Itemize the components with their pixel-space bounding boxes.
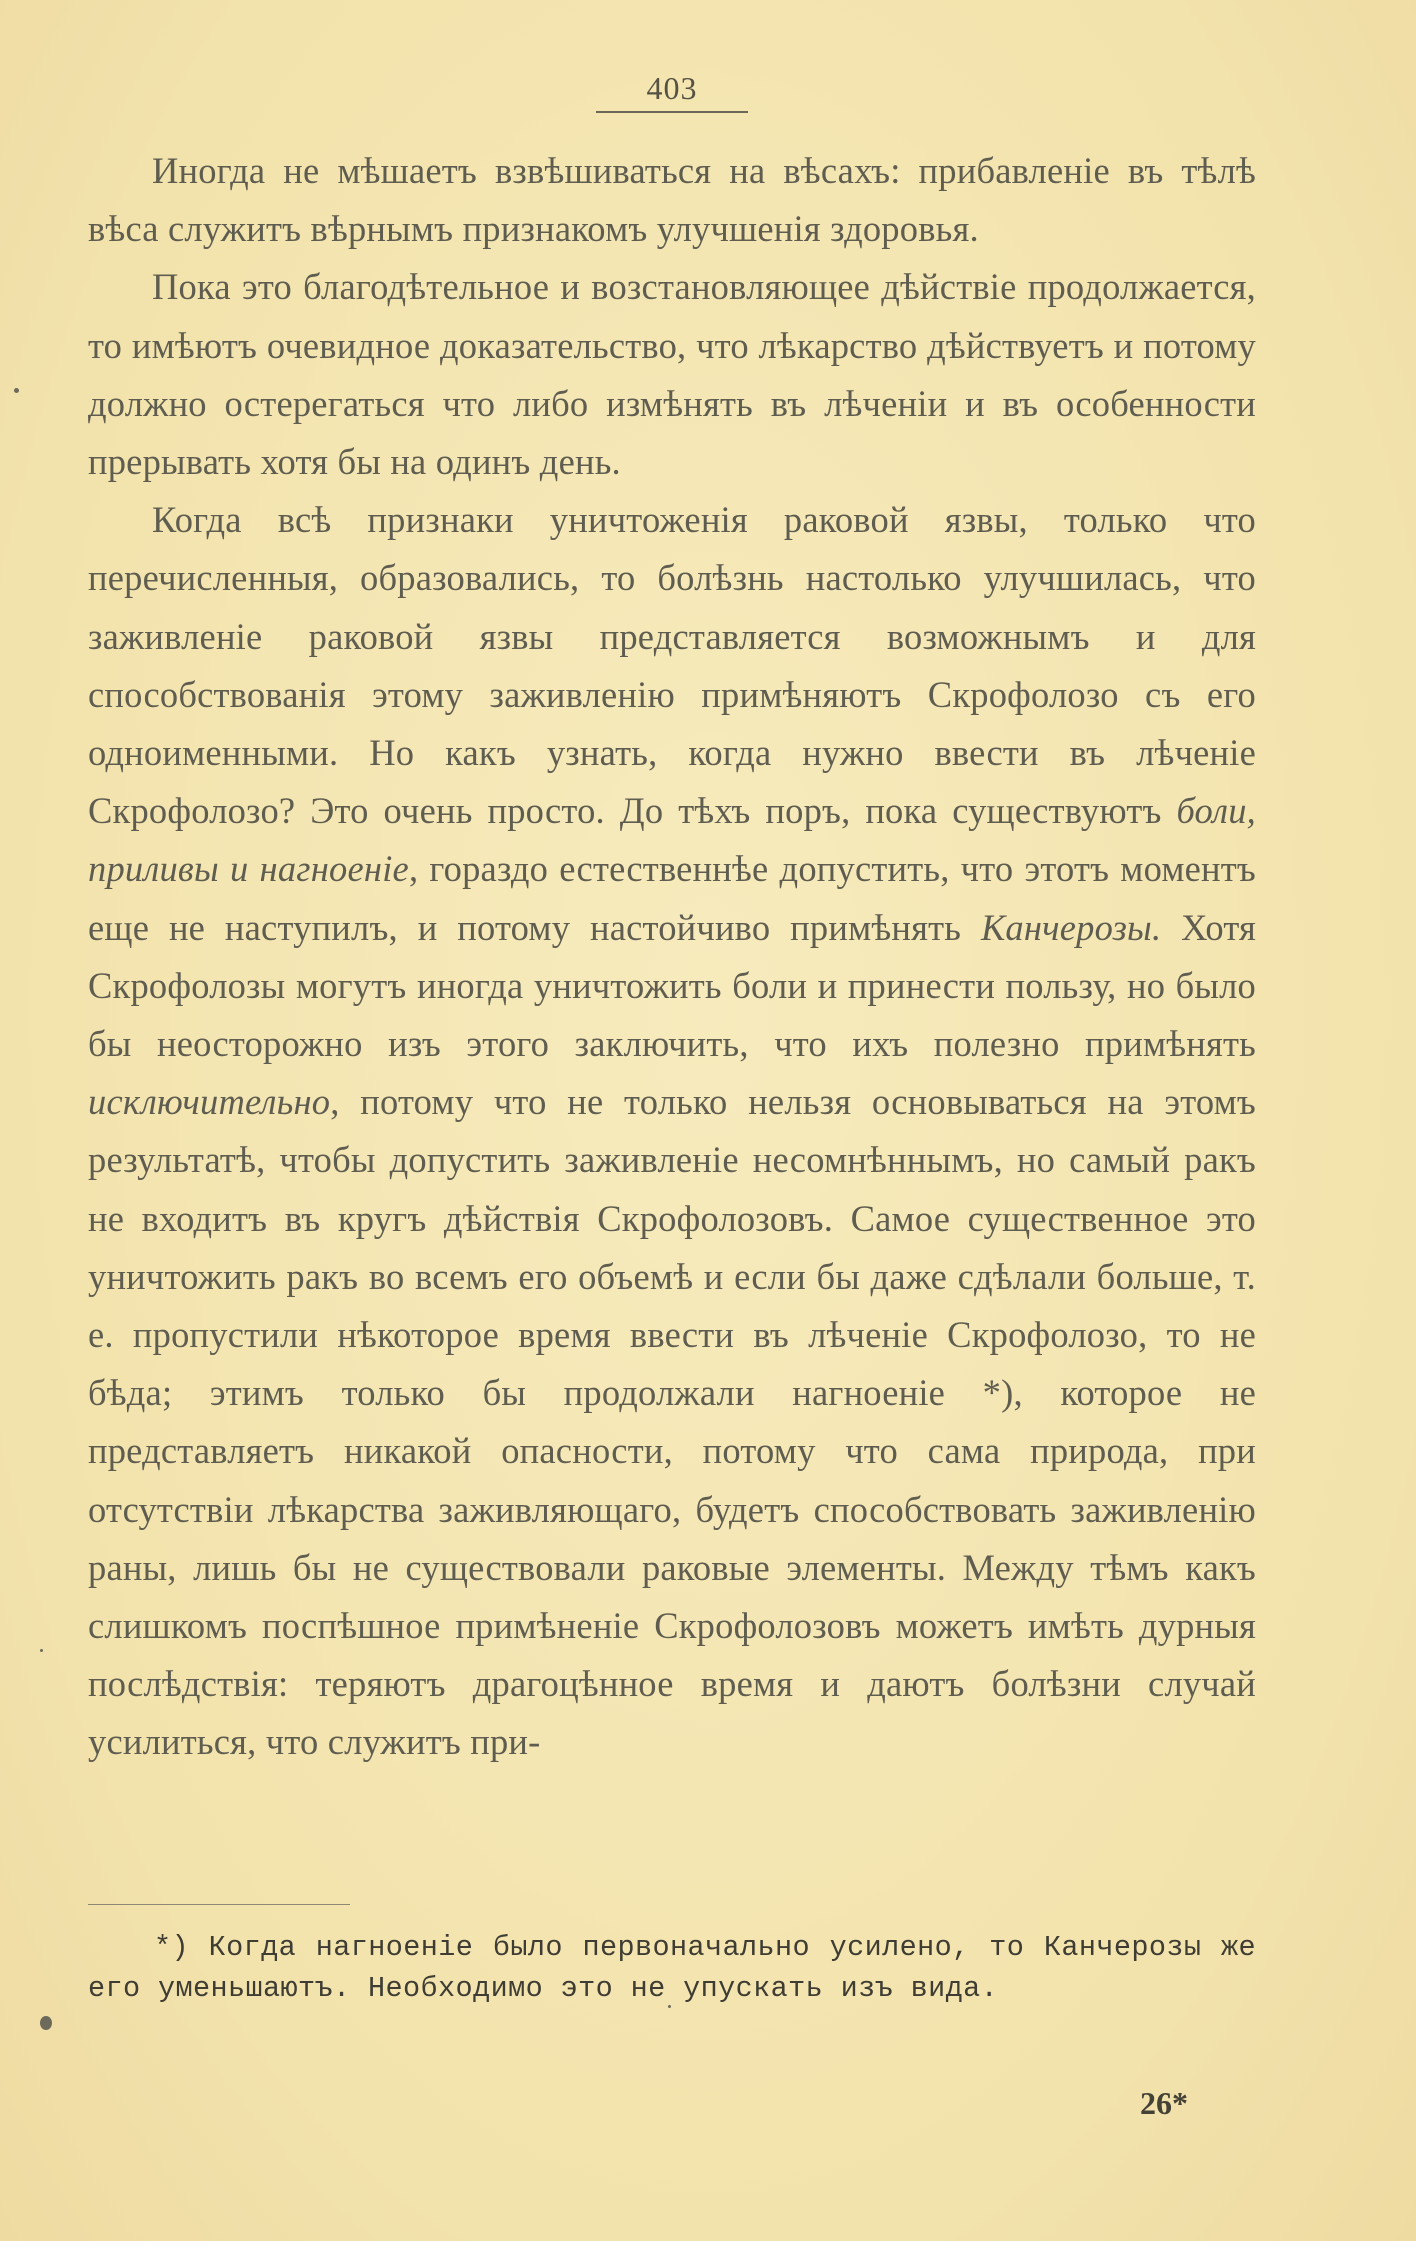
ink-speck: [40, 2016, 52, 2030]
body-text: [88, 142, 1256, 1772]
emphasized-text: исключительно: [88, 1081, 331, 1123]
paragraph: [88, 491, 1256, 1771]
ink-speck: [668, 2005, 671, 2008]
text-run: , потому что не только нельзя основываться на этомъ результатѣ, чтобы допустить заживленіе несомнѣннымъ, но самый ракъ не входитъ въ кругъ дѣйствія Скрофолозовъ. Самое существенное это уничтожить ракъ во всемъ его объемѣ и если бы даже сдѣлали больше, т. е. пропустили нѣкоторое время ввести въ лѣченіе Скрофолозо, то не бѣда; этимъ только бы продолжали нагноеніе *), которое не представляетъ никакой опасности, потому что сама природа, при отсутствіи лѣкарства заживляющаго, будетъ способствовать заживленію раны, лишь бы не существовали раковые элементы. Между тѣмъ какъ слишкомъ поспѣшное примѣненіе Скрофолозовъ можетъ имѣть дурныя послѣдствія: теряютъ драгоцѣнное время и даютъ болѣзни случай усилиться, что служитъ при-: [88, 1081, 1256, 1763]
text-run: Когда всѣ признаки уничтоженія раковой язвы, только что перечисленныя, образовались, то болѣзнь настолько улучшилась, что заживленіе раковой язвы представляется возможнымъ и для способствованія этому заживленію примѣняютъ Скрофолозо съ его одноименными. Но какъ узнать, когда нужно ввести въ лѣченіе Скрофолозо? Это очень просто. До тѣхъ поръ, пока существуютъ: [88, 499, 1256, 832]
footnote: *) Когда нагноеніе было первоначально усилено, то Канчерозы же его уменьшаютъ. Необходимо это не упускать изъ вида.: [88, 1931, 1256, 2005]
text-run: , гораздо естественнѣе допустить, что этотъ моментъ еще не наступилъ, и потому настойчиво примѣнять: [88, 848, 1256, 948]
emphasized-text: Канчерозы.: [980, 906, 1162, 948]
text-run: Хотя Скрофолозы могутъ иногда уничтожить боли и принести пользу, но было бы неосторожно изъ этого заключить, что ихъ полезно примѣнять: [88, 906, 1256, 1065]
footnote-divider: [88, 1904, 350, 1905]
signature-mark: 26*: [1140, 2085, 1188, 2121]
text-run: Пока это благодѣтельное и возстановляющее дѣйствіе продолжается, то имѣютъ очевидное доказательство, что лѣкарство дѣйствуетъ и потому должно остерегаться что либо измѣнять въ лѣченіи и въ особенности прерывать хотя бы на одинъ день.: [88, 266, 1256, 483]
page-number: 403: [646, 70, 698, 106]
emphasized-text: боли, приливы и нагноеніе: [88, 790, 1256, 890]
ink-speck: [14, 388, 19, 393]
paragraph: [88, 258, 1256, 491]
ink-speck: [40, 1649, 43, 1652]
text-run: Иногда не мѣшаетъ взвѣшиваться на вѣсахъ: прибавленіе въ тѣлѣ вѣса служитъ вѣрнымъ признакомъ улучшенія здоровья.: [88, 150, 1256, 250]
paragraph: [88, 142, 1256, 258]
header-rule: [596, 111, 748, 113]
